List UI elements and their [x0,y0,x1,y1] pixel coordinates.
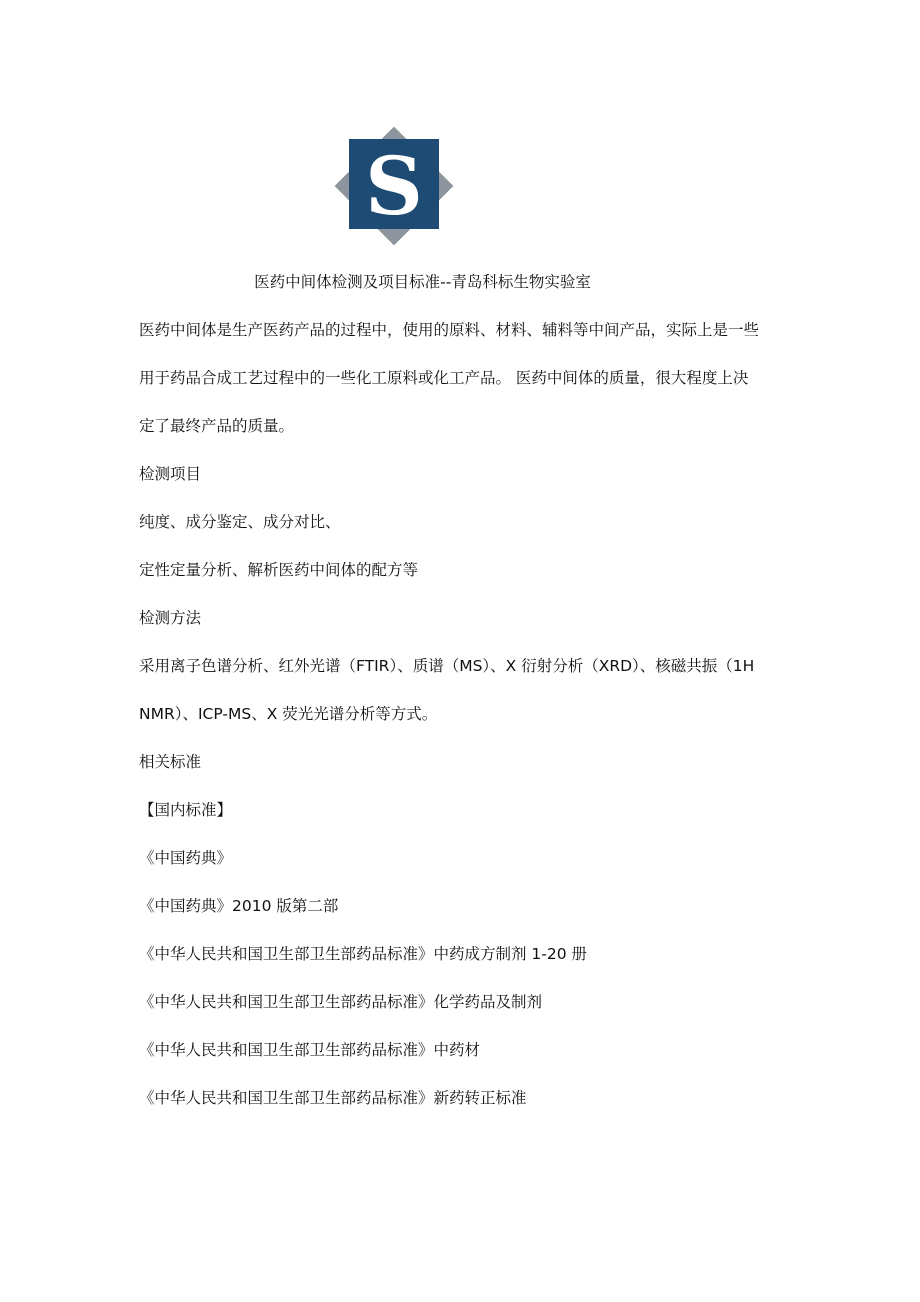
methods-heading: 检测方法 [139,609,202,627]
standard-item: 《中华人民共和国卫生部卫生部药品标准》中药材 [139,1041,481,1059]
items-line: 纯度、成分鉴定、成分对比、 [139,513,341,531]
document-title: 医药中间体检测及项目标准--青岛科标生物实验室 [254,273,591,291]
standard-item: 《中国药典》 [139,849,233,867]
items-line: 定性定量分析、解析医药中间体的配方等 [139,561,419,579]
standards-heading: 相关标准 [139,753,202,771]
methods-line: 采用离子色谱分析、红外光谱（FTIR）、质谱（MS）、X 衍射分析（XRD）、核磁共振（1H [139,657,755,675]
intro-line: 定了最终产品的质量。 [139,417,295,435]
intro-line: 医药中间体是生产医药产品的过程中，使用的原料、材料、辅料等中间产品，实际上是一些 [139,321,760,339]
methods-line: NMR）、ICP-MS、X 荧光光谱分析等方式。 [139,705,438,723]
standard-item: 《中华人民共和国卫生部卫生部药品标准》中药成方制剂 1-20 册 [139,945,588,963]
logo [330,122,458,250]
standard-item: 《中国药典》2010 版第二部 [139,897,339,915]
domestic-standards-heading: 【国内标准】 [139,801,233,819]
s-logo-icon [330,122,458,250]
logo-letter: S [365,139,423,233]
intro-line: 用于药品合成工艺过程中的一些化工原料或化工产品。 医药中间体的质量，很大程度上决 [139,369,749,387]
items-heading: 检测项目 [139,465,202,483]
standard-item: 《中华人民共和国卫生部卫生部药品标准》新药转正标准 [139,1089,527,1107]
standard-item: 《中华人民共和国卫生部卫生部药品标准》化学药品及制剂 [139,993,543,1011]
